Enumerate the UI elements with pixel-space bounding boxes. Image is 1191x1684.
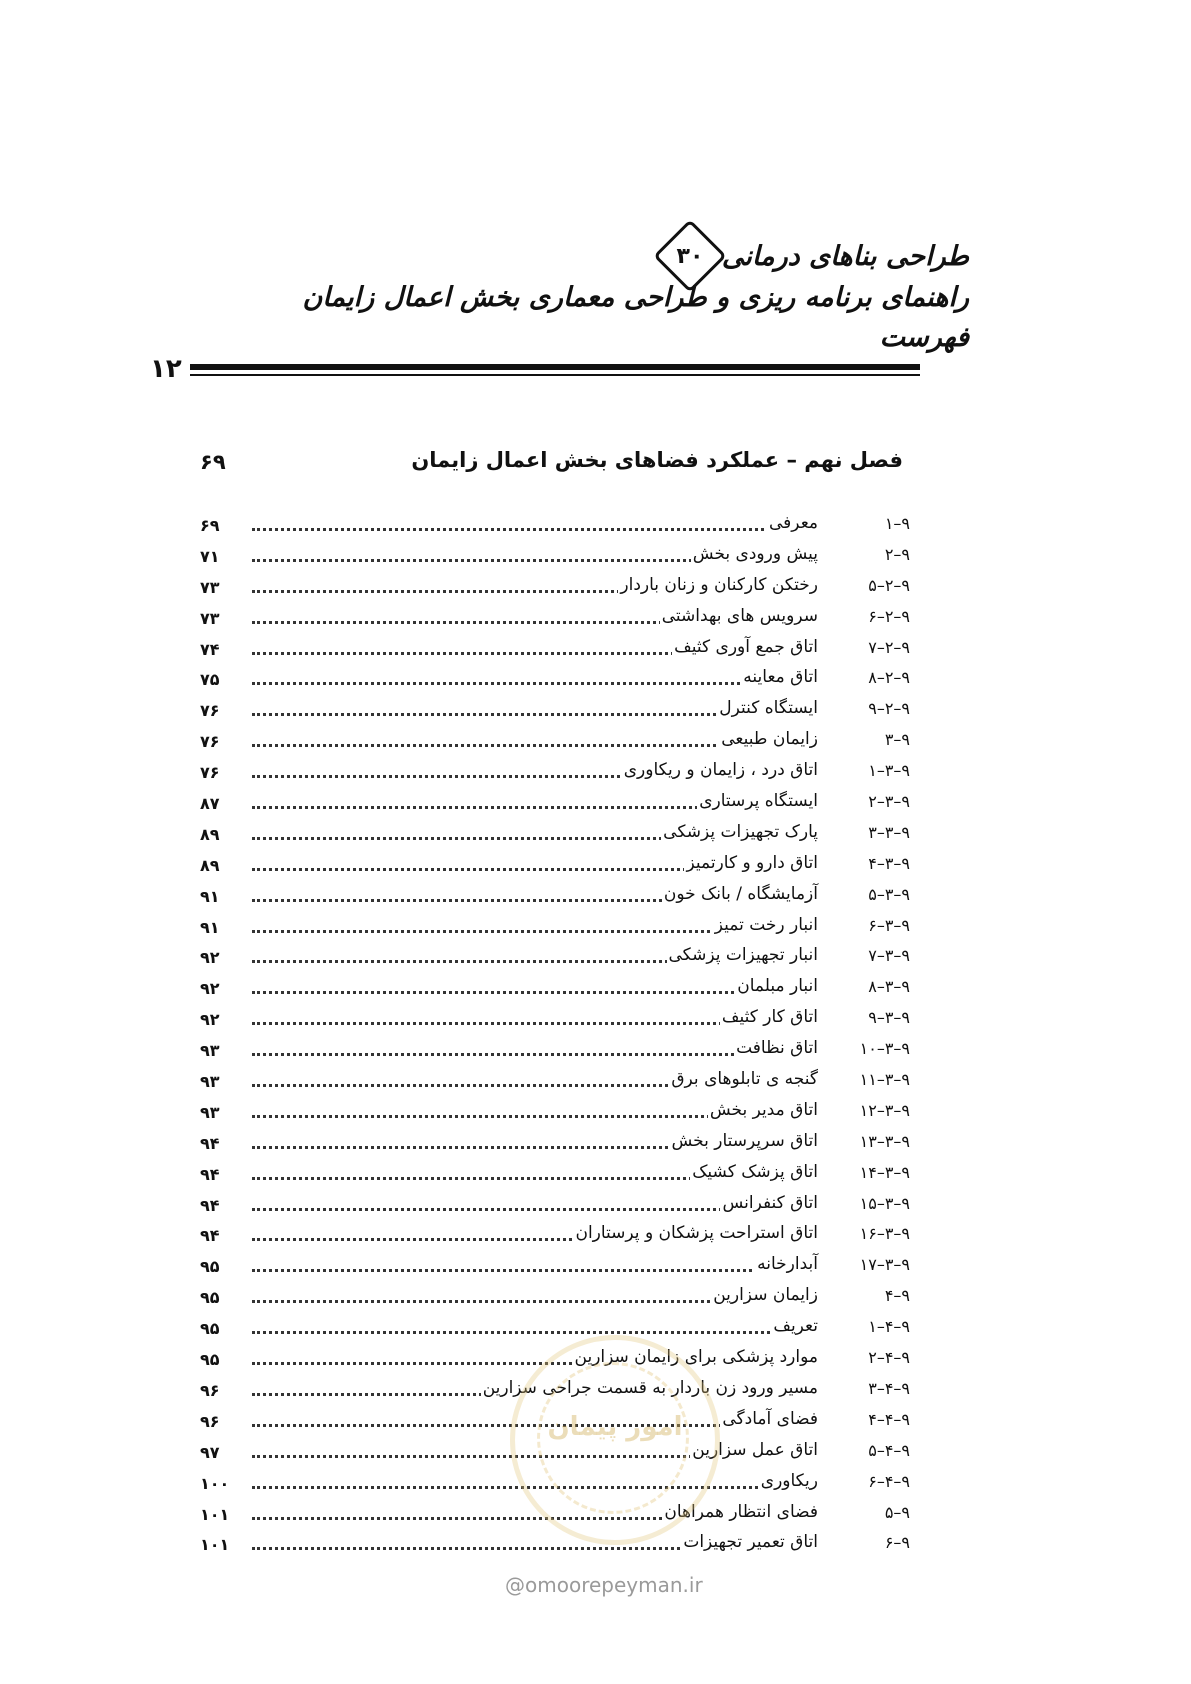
header-rule-thick — [190, 364, 920, 370]
toc-entry — [200, 1190, 910, 1221]
toc-entry-label: موارد پزشکی برای زایمان سزارین — [574, 1347, 818, 1368]
toc-entry-page: ۱۰۰ — [200, 1473, 230, 1493]
toc-entry-label: اتاق عمل سزارین — [692, 1439, 818, 1460]
toc-entry-page: ۸۷ — [200, 794, 220, 814]
toc-entry-page: ۹۳ — [200, 1072, 220, 1092]
toc-entry-number: ۹–۲–۸ — [868, 668, 910, 688]
toc-entry — [200, 726, 910, 757]
toc-entry-number: ۹–۳–۷ — [868, 946, 910, 966]
toc-entry-label: آزمایشگاه / بانک خون — [663, 883, 818, 904]
toc-entry — [200, 850, 910, 881]
toc-entry-number: ۹–۲–۶ — [868, 606, 910, 626]
toc-entry-page: ۷۵ — [200, 670, 220, 690]
toc-entry-page: ۹۳ — [200, 1102, 220, 1122]
toc-entry — [200, 1529, 910, 1560]
toc-entry — [200, 1128, 910, 1159]
leader-dots — [252, 1053, 818, 1056]
book-subtitle: راهنمای برنامه ریزی و طراحی معماری بخش اعمال زایمان — [302, 282, 969, 313]
toc-entry — [200, 1159, 910, 1190]
toc-entry-page: ۷۴ — [200, 639, 220, 659]
toc-entry-number: ۹–۳–۱۶ — [859, 1224, 910, 1244]
toc-entry-label: اتاق کار کثیف — [721, 1007, 818, 1028]
toc-entry-number: ۹–۶ — [884, 1533, 910, 1553]
toc-entry-label: انبار تجهیزات پزشکی — [668, 945, 818, 966]
toc-entry — [200, 541, 910, 572]
toc-entry — [200, 603, 910, 634]
toc-entry-page: ۹۱ — [200, 917, 220, 937]
toc-entry-number: ۹–۴–۱ — [868, 1317, 910, 1337]
toc-entry-label: گنجه ی تابلوهای برق — [671, 1069, 818, 1090]
leader-dots — [252, 682, 818, 685]
toc-entry-number: ۹–۳–۸ — [868, 977, 910, 997]
toc-entry-number: ۹–۲–۵ — [868, 575, 910, 595]
toc-entry-page: ۷۶ — [200, 701, 220, 721]
toc-entry-number: ۹–۳–۳ — [868, 822, 910, 842]
toc-entry — [200, 1313, 910, 1344]
toc-entry-page: ۹۱ — [200, 886, 220, 906]
series-title-text: طراحی بناهای درمانی — [721, 240, 969, 272]
toc-entry-number: ۹–۵ — [884, 1502, 910, 1522]
toc-entry-label: اتاق دارو و کارتمیز — [686, 852, 818, 873]
series-number: ۳۰ — [676, 243, 704, 269]
toc-entry-page: ۷۱ — [200, 546, 220, 566]
toc-entry-label: زایمان طبیعی — [721, 729, 818, 750]
toc-entry — [200, 695, 910, 726]
toc-entry-number: ۹–۳–۱۱ — [859, 1070, 910, 1090]
toc-entry-number: ۹–۴–۲ — [868, 1348, 910, 1368]
toc-entry-number: ۹–۳–۱ — [868, 761, 910, 781]
toc-entry-page: ۹۲ — [200, 979, 220, 999]
toc-entry-number: ۹–۴–۴ — [868, 1409, 910, 1429]
toc-entry-label: پیش ورودی بخش — [692, 543, 818, 564]
toc-entry-label: مسیر ورود زن باردار به قسمت جراحی سزارین — [482, 1377, 818, 1398]
toc-entry — [200, 788, 910, 819]
toc-entry-number: ۹–۱ — [884, 514, 910, 533]
toc-entry-number: ۹–۳–۱۷ — [859, 1255, 910, 1275]
toc-entry-page: ۹۶ — [200, 1411, 220, 1431]
toc-entry-page: ۹۶ — [200, 1380, 220, 1400]
toc-entry-page: ۱۰۱ — [200, 1535, 230, 1555]
toc-entry-page: ۹۵ — [200, 1257, 220, 1277]
toc-entry-label: اتاق کنفرانس — [722, 1192, 818, 1213]
toc-entry-label: اتاق نظافت — [736, 1038, 818, 1059]
toc-entry-number: ۹–۳–۱۰ — [859, 1039, 910, 1059]
toc-heading: فهرست — [879, 322, 969, 353]
chapter-title: فصل نهم – عملکرد فضاهای بخش اعمال زایمان — [411, 448, 903, 472]
toc-entry-label: آبدارخانه — [757, 1254, 818, 1275]
toc-entry-page: ۶۹ — [200, 516, 220, 535]
toc-entry-label: اتاق درد ، زایمان و ریکاوری — [623, 760, 818, 781]
toc-entry-page: ۷۶ — [200, 732, 220, 752]
toc-entry — [200, 510, 910, 541]
toc-entry-number: ۹–۴ — [884, 1286, 910, 1306]
page-number: ۱۲ — [150, 354, 182, 384]
toc-entry-page: ۱۰۱ — [200, 1504, 230, 1524]
toc-entry — [200, 1035, 910, 1066]
toc-entry — [200, 1282, 910, 1313]
watermark-seal — [510, 1335, 720, 1545]
toc-entry-number: ۹–۳–۹ — [868, 1008, 910, 1028]
toc-entry — [200, 819, 910, 850]
toc-entry — [200, 1066, 910, 1097]
toc-entry — [200, 757, 910, 788]
toc-entry-number: ۹–۴–۶ — [868, 1471, 910, 1491]
toc-entry — [200, 881, 910, 912]
toc-entry-number: ۹–۴–۳ — [868, 1378, 910, 1398]
toc-entry-number: ۹–۳–۶ — [868, 915, 910, 935]
toc-entry-number: ۹–۳–۱۵ — [859, 1193, 910, 1213]
leader-dots — [252, 528, 818, 531]
toc-entry-label: سرویس های بهداشتی — [661, 605, 818, 626]
toc-entry-label: ایستگاه پرستاری — [699, 791, 818, 812]
watermark-site: @omoorepeyman.ir — [505, 1573, 703, 1597]
toc-entry — [200, 664, 910, 695]
toc-entry-label: پارک تجهیزات پزشکی — [663, 821, 818, 842]
toc-entry-label: فضای آمادگی — [722, 1408, 818, 1429]
toc-entry-page: ۹۵ — [200, 1319, 220, 1339]
toc-entry-page: ۹۵ — [200, 1350, 220, 1370]
toc-entry-label: رختکن کارکنان و زنان باردار — [620, 574, 818, 595]
toc-entry — [200, 1220, 910, 1251]
toc-entry — [200, 1251, 910, 1282]
toc-entry-label: اتاق استراحت پزشکان و پرستاران — [575, 1223, 818, 1244]
toc-entry-label: تعریف — [773, 1316, 818, 1337]
toc-entry-number: ۹–۲–۹ — [868, 699, 910, 719]
toc-entry-label: اتاق تعمیر تجهیزات — [683, 1532, 818, 1553]
toc-entry-number: ۹–۲–۷ — [868, 637, 910, 657]
toc-entry-page: ۹۴ — [200, 1164, 220, 1184]
toc-entry-page: ۹۳ — [200, 1041, 220, 1061]
toc-entry — [200, 912, 910, 943]
toc-entry-page: ۹۴ — [200, 1226, 220, 1246]
toc-entry-label: زایمان سزارین — [713, 1285, 818, 1306]
series-title — [664, 230, 969, 282]
toc-entry-label: اتاق پزشک کشیک — [692, 1161, 818, 1182]
toc-entry-label: معرفی — [769, 513, 818, 533]
toc-entry-label: ریکاوری — [760, 1470, 818, 1491]
toc-entry-number: ۹–۳–۱۲ — [859, 1100, 910, 1120]
toc-entry — [200, 572, 910, 603]
toc-entry-label: انبار رخت تمیز — [714, 914, 818, 935]
toc-entry-number: ۹–۴–۵ — [868, 1440, 910, 1460]
toc-entry-number: ۹–۳–۵ — [868, 884, 910, 904]
chapter-page-number: ۶۹ — [200, 450, 226, 474]
leader-dots — [252, 1331, 818, 1334]
toc-entry-label: اتاق سرپرستار بخش — [671, 1130, 818, 1151]
toc-entry-page: ۷۶ — [200, 763, 220, 783]
toc-entry — [200, 942, 910, 973]
toc-entry-number: ۹–۳–۱۴ — [859, 1162, 910, 1182]
toc-entry-page: ۷۳ — [200, 577, 220, 597]
toc-entry-page: ۹۷ — [200, 1442, 220, 1462]
toc-entry-number: ۹–۳–۲ — [868, 792, 910, 812]
leader-dots — [252, 1269, 818, 1272]
toc-entry-page: ۸۹ — [200, 855, 220, 875]
toc-entry-label: ایستگاه کنترل — [719, 698, 818, 719]
toc-entry-number: ۹–۲ — [884, 544, 910, 564]
toc-entry-number: ۹–۳–۴ — [868, 853, 910, 873]
toc-entry-label: اتاق جمع آوری کثیف — [674, 636, 818, 657]
toc-entry-page: ۹۵ — [200, 1288, 220, 1308]
toc-entry — [200, 1004, 910, 1035]
toc-entry-page: ۹۴ — [200, 1195, 220, 1215]
toc-entry — [200, 634, 910, 665]
header-rule-thin — [190, 374, 920, 376]
toc-entry-page: ۸۹ — [200, 824, 220, 844]
toc-entry-number: ۹–۳–۱۳ — [859, 1131, 910, 1151]
toc-entry-page: ۹۲ — [200, 1010, 220, 1030]
toc-entry-number: ۹–۳ — [884, 730, 910, 750]
toc-entry-page: ۹۴ — [200, 1133, 220, 1153]
toc-entry-label: انبار مبلمان — [737, 976, 818, 997]
toc-entry — [200, 1097, 910, 1128]
toc-entry-page: ۹۲ — [200, 948, 220, 968]
toc-entry-label: اتاق مدیر بخش — [709, 1099, 818, 1120]
watermark-text: امور پیمان — [547, 1412, 683, 1442]
toc-entry-label: فضای انتظار همراهان — [664, 1501, 818, 1522]
toc-entry-page: ۷۳ — [200, 608, 220, 628]
leader-dots — [252, 991, 818, 994]
toc-entry-label: اتاق معاینه — [743, 667, 818, 688]
toc-entry — [200, 973, 910, 1004]
